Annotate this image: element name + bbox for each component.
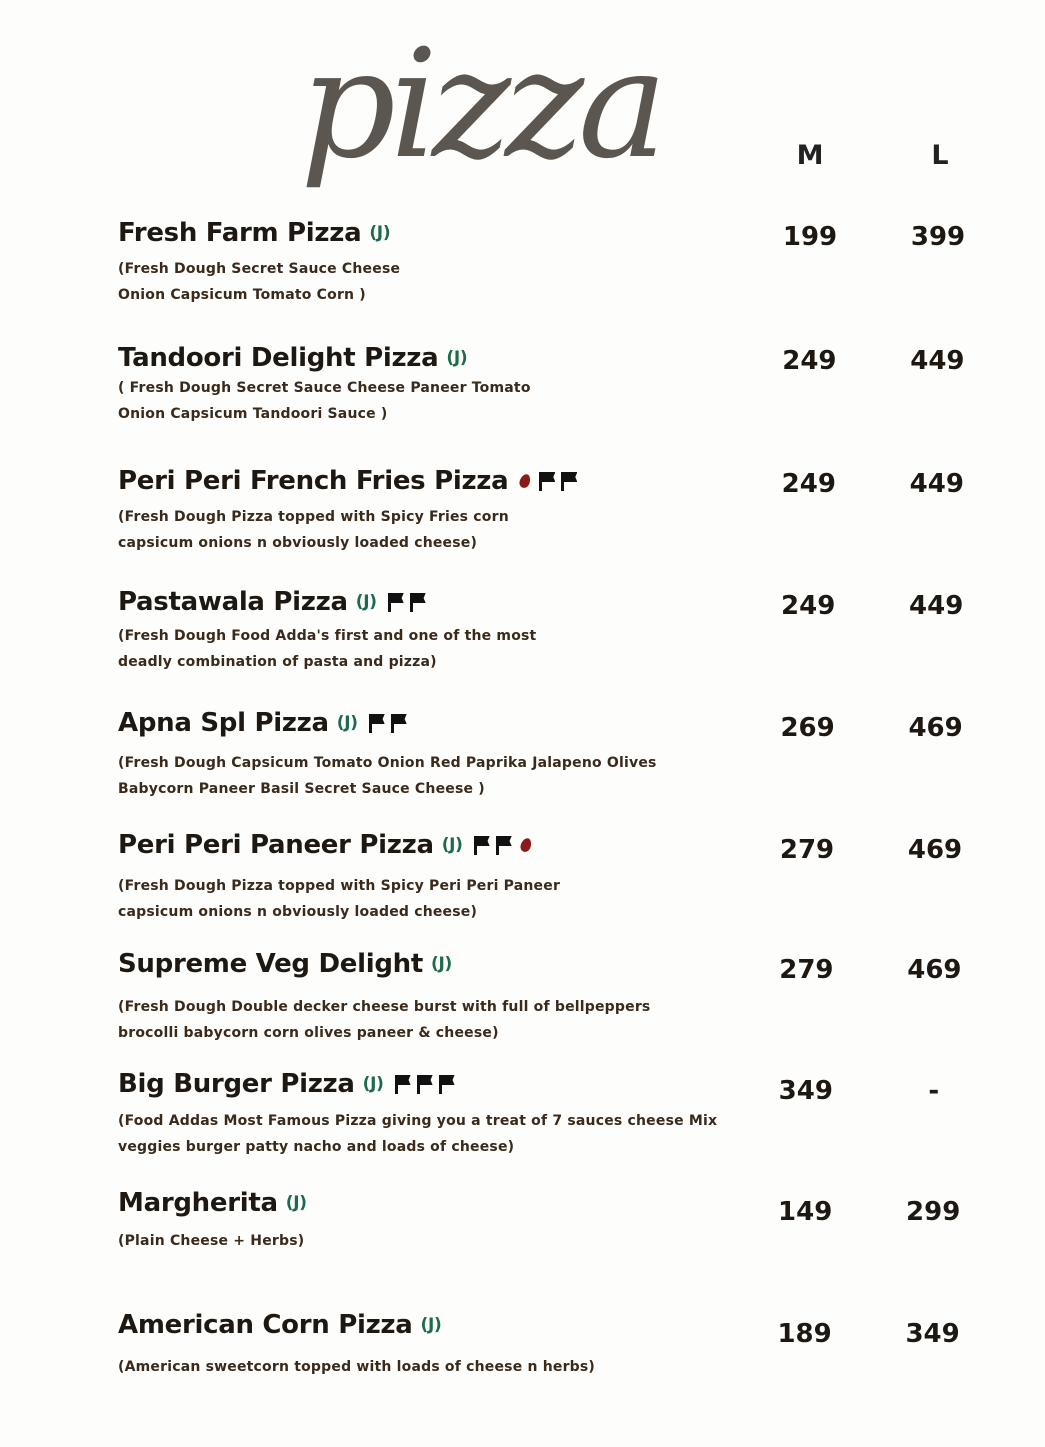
item-name: Pastawala Pizza: [118, 587, 348, 617]
spicy-flag-icon: [473, 835, 491, 855]
item-name-row: [118, 830, 1018, 860]
item-name: Big Burger Pizza: [118, 1069, 355, 1099]
item-name-row: [118, 1188, 1018, 1218]
item-name-row: [118, 343, 1018, 373]
jain-badge-icon: (J): [369, 223, 391, 243]
price-large: 449: [909, 469, 964, 499]
item-description-line: (Food Addas Most Famous Pizza giving you a treat of 7 sauces cheese Mix: [118, 1113, 718, 1129]
menu-item: [118, 218, 1018, 308]
menu-item: [118, 587, 1018, 675]
price-medium: 279: [779, 955, 834, 985]
item-description-line: (Fresh Dough Food Adda's first and one of the most: [118, 628, 537, 644]
price-medium: 189: [777, 1319, 832, 1349]
item-description-line: ( Fresh Dough Secret Sauce Cheese Paneer Tomato: [118, 380, 531, 396]
item-description-line: capsicum onions n obviously loaded cheese): [118, 904, 478, 920]
menu-item: [118, 1069, 1018, 1160]
menu-item: [118, 1310, 1018, 1380]
chili-icon: [518, 473, 532, 490]
jain-badge-icon: (J): [446, 348, 468, 368]
item-name-row: [118, 218, 1018, 248]
item-name: American Corn Pizza: [118, 1310, 413, 1340]
item-description-line: capsicum onions n obviously loaded cheese): [118, 535, 478, 551]
menu-title: pizza: [300, 18, 662, 192]
item-name-row: [118, 949, 1018, 979]
menu-item: [118, 466, 1018, 556]
item-description-line: (Plain Cheese + Herbs): [118, 1233, 305, 1249]
price-medium: 269: [780, 713, 835, 743]
price-large: 469: [907, 835, 963, 865]
spicy-flag-icon: [495, 835, 513, 855]
spicy-flag-icon: [538, 471, 556, 491]
menu-item: [118, 1188, 1018, 1254]
item-name: Tandoori Delight Pizza: [118, 343, 439, 373]
jain-badge-icon: (J): [430, 954, 452, 974]
price-medium: 249: [782, 346, 837, 376]
jain-badge-icon: (J): [441, 835, 463, 855]
item-name-row: [118, 1069, 1018, 1099]
price-medium: 149: [778, 1197, 833, 1227]
item-description-line: (Fresh Dough Double decker cheese burst with full of bellpeppers: [118, 999, 651, 1015]
price-medium: 249: [781, 591, 836, 621]
item-description-line: Babycorn Paneer Basil Secret Sauce Cheese ): [118, 781, 485, 797]
price-large: 469: [908, 713, 963, 743]
price-medium: 349: [778, 1076, 833, 1106]
price-large: 449: [910, 346, 965, 376]
item-name: Supreme Veg Delight: [118, 949, 423, 979]
item-name: Apna Spl Pizza: [118, 708, 329, 738]
item-description-line: (Fresh Dough Capsicum Tomato Onion Red Paprika Jalapeno Olives: [118, 755, 657, 771]
item-description-line: deadly combination of pasta and pizza): [118, 654, 437, 670]
item-name-row: [118, 587, 1018, 617]
price-large: 299: [906, 1197, 961, 1227]
menu-item: [118, 343, 1018, 427]
spicy-flag-icon: [416, 1074, 434, 1094]
spicy-flag-icon: [409, 592, 427, 612]
menu-item: [118, 830, 1018, 925]
item-description-line: Onion Capsicum Tomato Corn ): [118, 287, 366, 303]
jain-badge-icon: (J): [355, 592, 377, 612]
jain-badge-icon: (J): [362, 1074, 384, 1094]
price-large: 349: [905, 1319, 960, 1349]
item-name-row: [118, 708, 1018, 738]
item-description-line: (Fresh Dough Pizza topped with Spicy Fries corn: [118, 509, 509, 525]
price-large: 399: [910, 222, 966, 252]
item-description-line: (American sweetcorn topped with loads of cheese n herbs): [118, 1359, 596, 1375]
chili-icon: [519, 837, 533, 854]
item-name: Fresh Farm Pizza: [118, 218, 362, 248]
price-large: 469: [907, 955, 962, 985]
spicy-flag-icon: [390, 713, 408, 733]
price-large: 449: [909, 591, 964, 621]
item-description-line: (Fresh Dough Pizza topped with Spicy Peri Peri Paneer: [118, 878, 561, 894]
item-description-line: (Fresh Dough Secret Sauce Cheese: [118, 261, 401, 277]
item-name: Peri Peri French Fries Pizza: [118, 466, 509, 496]
price-large: -: [928, 1076, 940, 1106]
item-name-row: [118, 1310, 1018, 1340]
item-description-line: veggies burger patty nacho and loads of cheese): [118, 1139, 515, 1155]
item-description-line: brocolli babycorn corn olives paneer & cheese): [118, 1025, 499, 1041]
spicy-flag-icon: [368, 713, 386, 733]
spicy-flag-icon: [560, 471, 578, 491]
jain-badge-icon: (J): [336, 713, 358, 733]
item-description-line: Onion Capsicum Tandoori Sauce ): [118, 406, 388, 422]
size-header-medium: M: [796, 140, 824, 171]
price-medium: 279: [779, 835, 835, 865]
item-name: Margherita: [118, 1188, 278, 1218]
size-header-large: L: [931, 140, 949, 171]
jain-badge-icon: (J): [285, 1193, 307, 1213]
menu-item: [118, 708, 1018, 802]
price-medium: 199: [782, 222, 838, 252]
spicy-flag-icon: [394, 1074, 412, 1094]
item-name-row: [118, 466, 1018, 496]
menu-item: [118, 949, 1018, 1046]
jain-badge-icon: (J): [420, 1315, 442, 1335]
spicy-flag-icon: [387, 592, 405, 612]
spicy-flag-icon: [438, 1074, 456, 1094]
price-medium: 249: [781, 469, 836, 499]
item-name: Peri Peri Paneer Pizza: [118, 830, 434, 860]
